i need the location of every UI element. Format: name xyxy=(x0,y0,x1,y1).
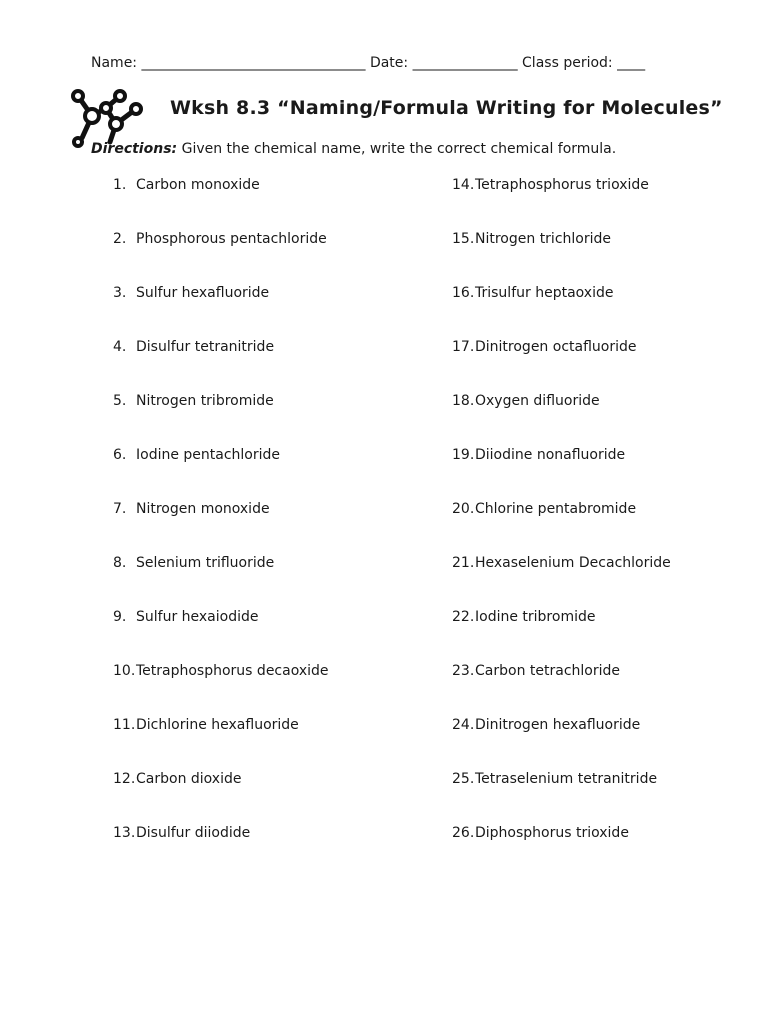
item-number: 13. xyxy=(113,825,136,841)
item-number: 14. xyxy=(452,177,475,193)
compound-name: Chlorine pentabromide xyxy=(475,501,637,517)
list-item xyxy=(113,501,329,555)
question-list-right xyxy=(452,177,671,879)
list-item xyxy=(113,285,329,339)
list-item xyxy=(452,771,671,825)
compound-name: Disulfur diiodide xyxy=(136,825,251,841)
list-item xyxy=(452,609,671,663)
item-number: 6. xyxy=(113,447,127,463)
compound-name: Dinitrogen octafluoride xyxy=(475,339,637,355)
item-number: 1. xyxy=(113,177,127,193)
item-number: 7. xyxy=(113,501,127,517)
list-item xyxy=(113,339,329,393)
list-item xyxy=(452,447,671,501)
item-number: 3. xyxy=(113,285,127,301)
item-number: 19. xyxy=(452,447,475,463)
list-item xyxy=(113,555,329,609)
compound-name: Dichlorine hexafluoride xyxy=(136,717,299,733)
compound-name: Tetraphosphorus decaoxide xyxy=(136,663,329,679)
item-number: 20. xyxy=(452,501,475,517)
item-number: 9. xyxy=(113,609,127,625)
list-item xyxy=(113,177,329,231)
item-number: 11. xyxy=(113,717,136,733)
list-item xyxy=(452,285,671,339)
list-item xyxy=(452,393,671,447)
class-period-field[interactable]: ____ xyxy=(617,55,646,71)
list-item xyxy=(113,825,329,879)
item-number: 23. xyxy=(452,663,475,679)
compound-name: Nitrogen monoxide xyxy=(136,501,270,517)
item-number: 22. xyxy=(452,609,475,625)
compound-name: Iodine tribromide xyxy=(475,609,596,625)
compound-name: Tetraphosphorus trioxide xyxy=(475,177,649,193)
compound-name: Dinitrogen hexafluoride xyxy=(475,717,641,733)
item-number: 10. xyxy=(113,663,136,679)
item-number: 17. xyxy=(452,339,475,355)
compound-name: Diphosphorus trioxide xyxy=(475,825,629,841)
date-field[interactable]: _______________ xyxy=(412,55,518,71)
list-item xyxy=(452,501,671,555)
compound-name: Diiodine nonafluoride xyxy=(475,447,626,463)
compound-name: Tetraselenium tetranitride xyxy=(475,771,658,787)
compound-name: Carbon monoxide xyxy=(136,177,260,193)
name-field[interactable]: ________________________________ xyxy=(141,55,366,71)
item-number: 16. xyxy=(452,285,475,301)
date-label: Date: xyxy=(369,55,409,71)
item-number: 18. xyxy=(452,393,475,409)
item-number: 21. xyxy=(452,555,475,571)
compound-name: Sulfur hexafluoride xyxy=(136,285,270,301)
name-label: Name: xyxy=(91,55,138,71)
list-item xyxy=(113,717,329,771)
item-number: 24. xyxy=(452,717,475,733)
list-item xyxy=(452,825,671,879)
compound-name: Nitrogen trichloride xyxy=(475,231,611,247)
item-number: 15. xyxy=(452,231,475,247)
list-item xyxy=(113,663,329,717)
item-number: 26. xyxy=(452,825,475,841)
compound-name: Disulfur tetranitride xyxy=(136,339,275,355)
worksheet-title: Wksh 8.3 “Naming/Formula Writing for Molecules” xyxy=(170,97,723,119)
compound-name: Carbon tetrachloride xyxy=(475,663,620,679)
compound-name: Selenium trifluoride xyxy=(136,555,275,571)
directions-text: Given the chemical name, write the correct chemical formula. xyxy=(181,141,617,157)
compound-name: Hexaselenium Decachloride xyxy=(475,555,671,571)
header-line xyxy=(91,55,731,71)
compound-name: Sulfur hexaiodide xyxy=(136,609,259,625)
item-number: 8. xyxy=(113,555,127,571)
compound-name: Nitrogen tribromide xyxy=(136,393,274,409)
directions xyxy=(91,141,616,157)
list-item xyxy=(113,231,329,285)
item-number: 12. xyxy=(113,771,136,787)
list-item xyxy=(452,717,671,771)
list-item xyxy=(452,177,671,231)
list-item xyxy=(452,231,671,285)
compound-name: Phosphorous pentachloride xyxy=(136,231,327,247)
item-number: 5. xyxy=(113,393,127,409)
directions-label: Directions: xyxy=(91,141,178,157)
compound-name: Trisulfur heptaoxide xyxy=(475,285,614,301)
item-number: 4. xyxy=(113,339,127,355)
item-number: 2. xyxy=(113,231,127,247)
compound-name: Iodine pentachloride xyxy=(136,447,281,463)
list-item xyxy=(452,663,671,717)
compound-name: Carbon dioxide xyxy=(136,771,242,787)
compound-name: Oxygen difluoride xyxy=(475,393,600,409)
item-number: 25. xyxy=(452,771,475,787)
list-item xyxy=(113,771,329,825)
list-item xyxy=(113,609,329,663)
list-item xyxy=(452,339,671,393)
list-item xyxy=(113,393,329,447)
list-item xyxy=(452,555,671,609)
list-item xyxy=(113,447,329,501)
class-period-label: Class period: xyxy=(522,55,613,71)
question-list-left xyxy=(113,177,329,879)
